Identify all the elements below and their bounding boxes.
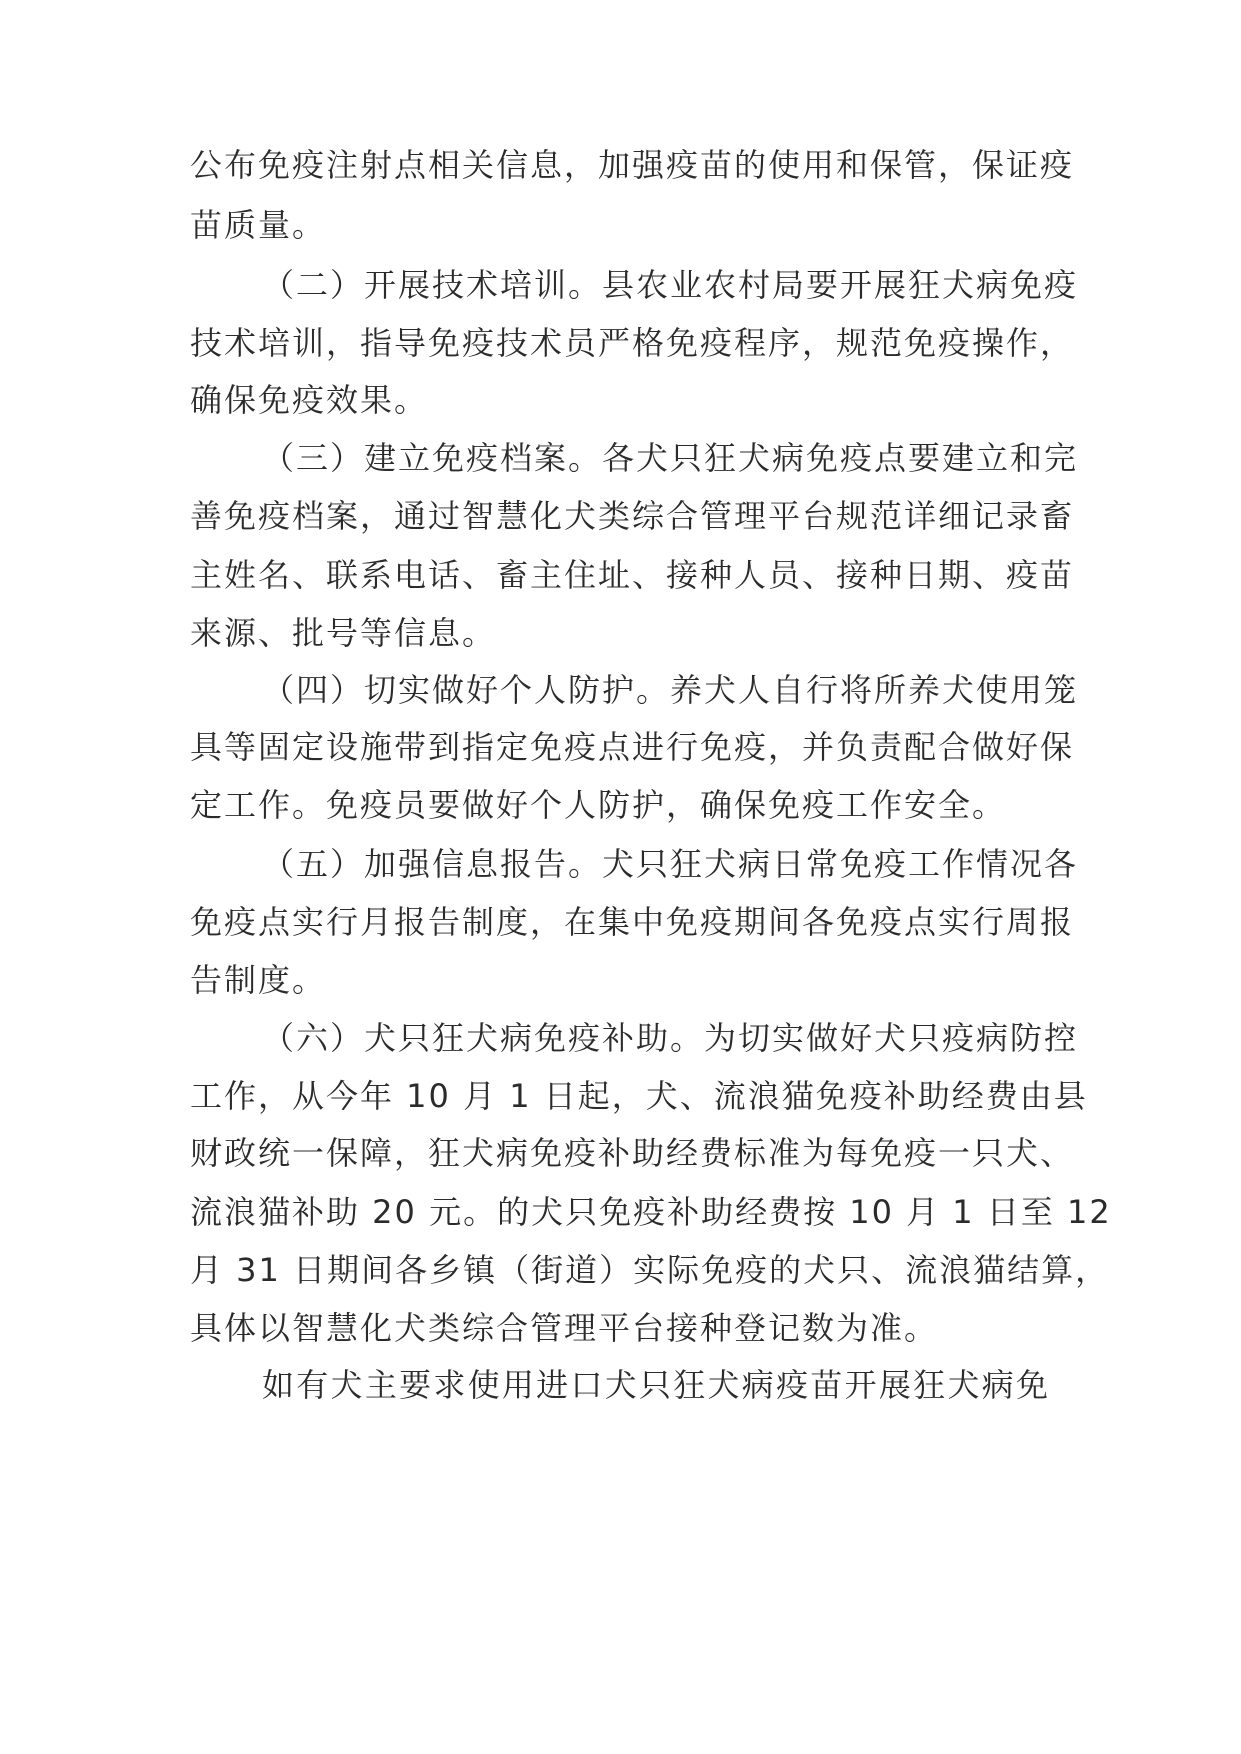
text-line: 定工作。免疫员要做好个人防护，确保免疫工作安全。 [190, 786, 1007, 824]
paragraph-start-line: 如有犬主要求使用进口犬只狂犬病疫苗开展狂犬病免 [262, 1366, 1050, 1404]
section-heading-line: （四）切实做好个人防护。养犬人自行将所养犬使用笼 [262, 671, 1079, 709]
text-line: 来源、批号等信息。 [190, 614, 497, 652]
section-heading-line: （六）犬只狂犬病免疫补助。为切实做好犬只疫病防控 [262, 1019, 1079, 1057]
section-heading-line: （二）开展技术培训。县农业农村局要开展狂犬病免疫 [262, 266, 1079, 304]
text-line: 告制度。 [190, 961, 327, 999]
text-line: 免疫点实行月报告制度，在集中免疫期间各免疫点实行周报 [190, 903, 1075, 941]
section-heading-line: （五）加强信息报告。犬只狂犬病日常免疫工作情况各 [262, 845, 1079, 883]
text-line: 主姓名、联系电话、畜主住址、接种人员、接种日期、疫苗 [190, 556, 1075, 594]
text-line: 具等固定设施带到指定免疫点进行免疫，并负责配合做好保 [190, 728, 1075, 766]
text-line: 财政统一保障，狂犬病免疫补助经费标准为每免疫一只犬、 [190, 1134, 1075, 1172]
text-line: 技术培训，指导免疫技术员严格免疫程序，规范免疫操作， [190, 324, 1075, 362]
text-line: 苗质量。 [190, 206, 327, 244]
text-line: 月 31 日期间各乡镇（街道）实际免疫的犬只、流浪猫结算， [190, 1251, 1110, 1289]
text-line: 具体以智慧化犬类综合管理平台接种登记数为准。 [190, 1309, 939, 1347]
text-line: 工作，从今年 10 月 1 日起，犬、流浪猫免疫补助经费由县 [190, 1077, 1088, 1115]
text-line: 流浪猫补助 20 元。的犬只免疫补助经费按 10 月 1 日至 12 [190, 1193, 1112, 1231]
text-line: 善免疫档案，通过智慧化犬类综合管理平台规范详细记录畜 [190, 497, 1075, 535]
section-heading-line: （三）建立免疫档案。各犬只狂犬病免疫点要建立和完 [262, 439, 1079, 477]
text-line: 公布免疫注射点相关信息，加强疫苗的使用和保管，保证疫 [190, 146, 1075, 184]
text-line: 确保免疫效果。 [190, 381, 429, 419]
